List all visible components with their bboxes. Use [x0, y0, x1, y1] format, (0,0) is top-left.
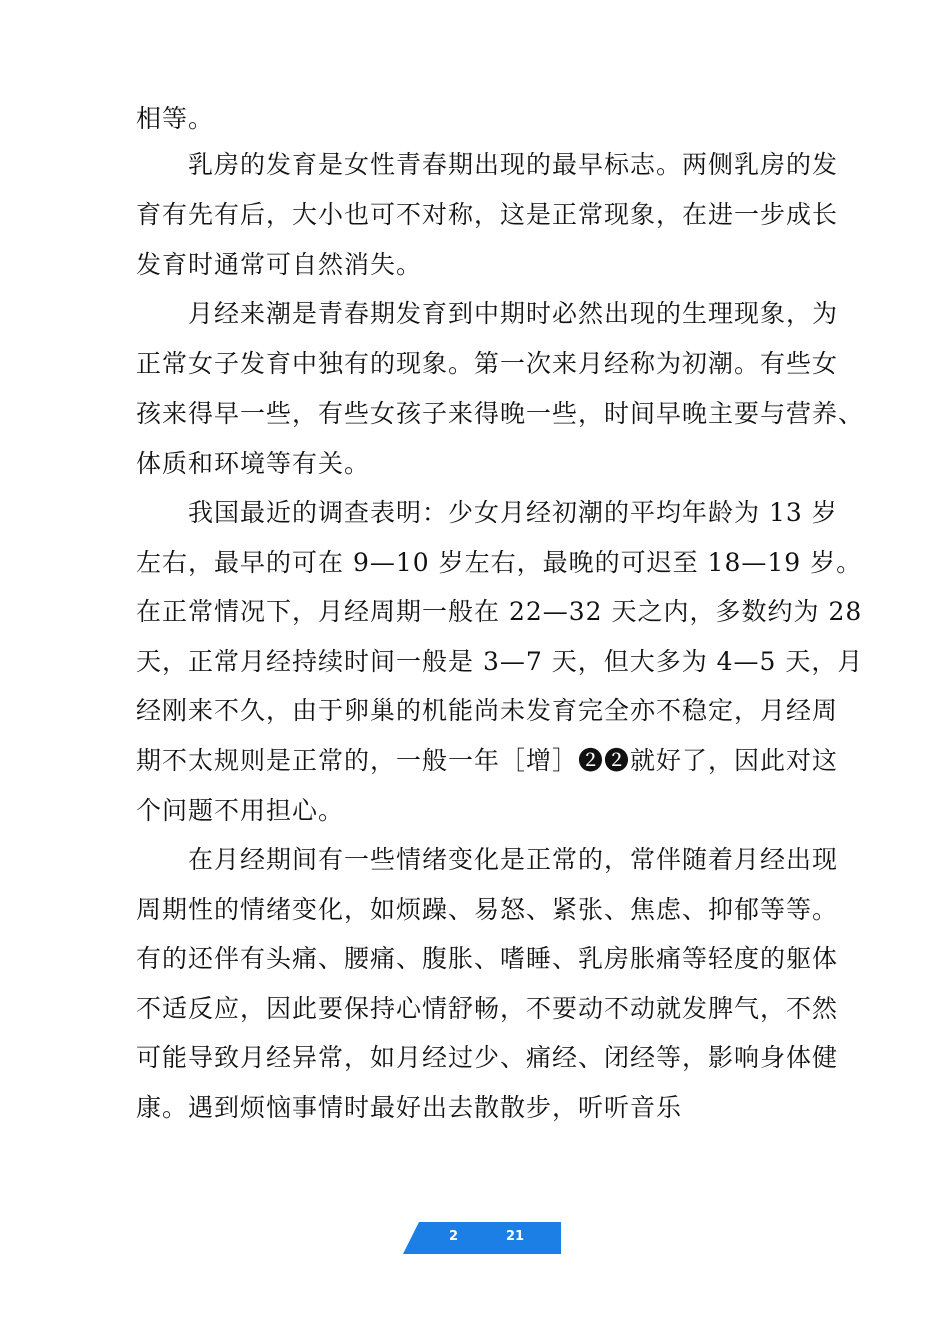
text-line: 体质和环境等有关。 [136, 449, 371, 478]
text-line: 孩来得早一些，有些女孩子来得晚一些，时间早晚主要与营养、 [136, 399, 865, 428]
text-line: 有的还伴有头痛、腰痛、腹胀、嗜睡、乳房胀痛等轻度的躯体 [136, 944, 839, 973]
text-line: 可能导致月经异常，如月经过少、痛经、闭经等，影响身体健 [136, 1043, 839, 1072]
text-line: 育有先有后，大小也可不对称，这是正常现象，在进一步成长 [136, 200, 839, 229]
text-line: 乳房的发育是女性青春期出现的最早标志。两侧乳房的发 [188, 150, 839, 179]
text-line: 期不太规则是正常的，一般一年［增］❷❷就好了，因此对这 [136, 746, 839, 775]
text-line: 发育时通常可自然消失。 [136, 250, 423, 279]
text-line: 天，正常月经持续时间一般是 3—7 天，但大多为 4—5 天，月 [136, 647, 864, 676]
text-line: 不适反应，因此要保持心情舒畅，不要动不动就发脾气，不然 [136, 994, 839, 1023]
footer-banner-shape [403, 1222, 561, 1254]
text-line: 月经来潮是青春期发育到中期时必然出现的生理现象，为 [188, 299, 839, 328]
page-footer [403, 1222, 561, 1254]
text-line: 正常女子发育中独有的现象。第一次来月经称为初潮。有些女 [136, 349, 839, 378]
page-total: 21 [506, 1229, 525, 1244]
text-line: 相等。 [136, 104, 215, 133]
page-number: 2 [449, 1229, 459, 1244]
text-line: 在月经期间有一些情绪变化是正常的，常伴随着月经出现 [188, 845, 839, 874]
text-line: 康。遇到烦恼事情时最好出去散散步，听听音乐 [136, 1093, 683, 1122]
text-line: 个问题不用担心。 [136, 796, 345, 825]
text-line: 在正常情况下，月经周期一般在 22—32 天之内，多数约为 28 [136, 597, 863, 626]
text-line: 我国最近的调查表明：少女月经初潮的平均年龄为 13 岁 [188, 498, 838, 527]
text-line: 周期性的情绪变化，如烦躁、易怒、紧张、焦虑、抑郁等等。 [136, 895, 839, 924]
text-line: 左右，最早的可在 9—10 岁左右，最晚的可迟至 18—19 岁。 [136, 548, 863, 577]
text-line: 经刚来不久，由于卵巢的机能尚未发育完全亦不稳定，月经周 [136, 696, 839, 725]
